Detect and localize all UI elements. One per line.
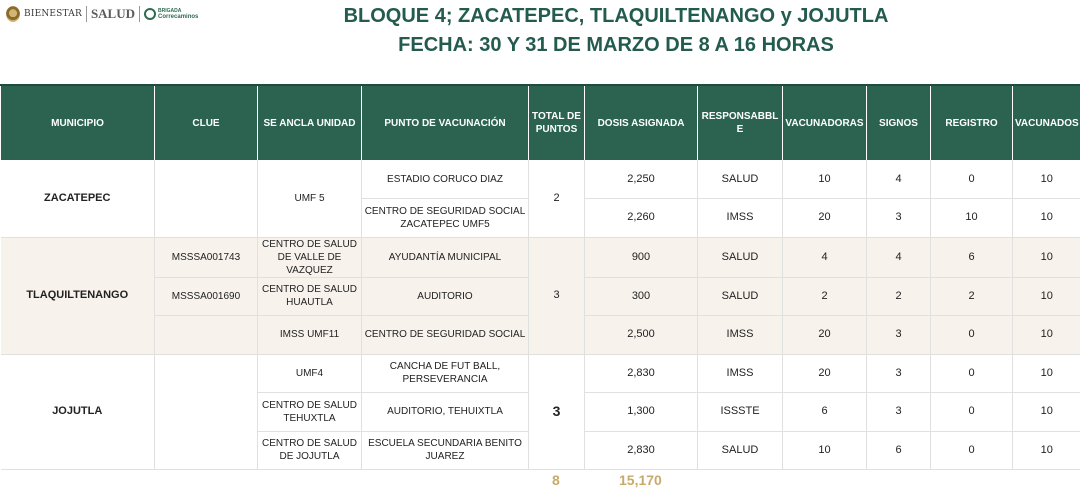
vacunados-cell: 10	[1013, 393, 1080, 432]
responsable-cell: SALUD	[698, 237, 783, 277]
responsable-cell: SALUD	[698, 277, 783, 316]
vaccination-table	[0, 84, 1080, 470]
total-puntos-cell: 3	[529, 237, 585, 354]
punto-cell: AYUDANTÍA MUNICIPAL	[362, 237, 529, 277]
clue-cell	[155, 316, 258, 355]
table-header-row	[1, 85, 1080, 160]
vacunadoras-cell: 10	[783, 160, 867, 199]
col-municipio: MUNICIPIO	[1, 85, 155, 160]
col-vacunadoras: VACUNADORAS	[783, 85, 867, 160]
registro-cell: 0	[931, 160, 1013, 199]
municipio-cell: ZACATEPEC	[1, 160, 155, 237]
total-puntos-cell: 3	[529, 354, 585, 470]
responsable-cell: SALUD	[698, 160, 783, 199]
registro-cell: 2	[931, 277, 1013, 316]
vacunados-cell: 10	[1013, 237, 1080, 277]
signos-cell: 3	[867, 199, 931, 238]
dosis-cell: 2,250	[585, 160, 698, 199]
punto-cell: ESCUELA SECUNDARIA BENITO JUAREZ	[362, 431, 529, 470]
vacunados-cell: 10	[1013, 199, 1080, 238]
registro-cell: 0	[931, 393, 1013, 432]
signos-cell: 4	[867, 160, 931, 199]
logo-salud: SALUD	[90, 6, 136, 21]
unidad-cell: CENTRO DE SALUD TEHUXTLA	[258, 393, 362, 432]
vacunados-cell: 10	[1013, 316, 1080, 355]
clue-cell	[155, 160, 258, 237]
punto-cell: AUDITORIO, TEHUIXTLA	[362, 393, 529, 432]
col-dosis-asignada: DOSIS ASIGNADA	[585, 85, 698, 160]
page-title: BLOQUE 4; ZACATEPEC, TLAQUILTENANGO y JOJUTLA	[343, 5, 889, 27]
punto-cell: ESTADIO CORUCO DIAZ	[362, 160, 529, 199]
municipio-cell: TLAQUILTENANGO	[1, 237, 155, 354]
punto-cell: CENTRO DE SEGURIDAD SOCIAL ZACATEPEC UMF5	[362, 199, 529, 238]
registro-cell: 10	[931, 199, 1013, 238]
vacunados-cell: 10	[1013, 431, 1080, 470]
vacunadoras-cell: 6	[783, 393, 867, 432]
dosis-cell: 2,500	[585, 316, 698, 355]
col-se-ancla-unidad: SE ANCLA UNIDAD	[258, 85, 362, 160]
punto-cell: AUDITORIO	[362, 277, 529, 316]
clue-cell	[155, 354, 258, 470]
registro-cell: 0	[931, 354, 1013, 393]
unidad-cell: CENTRO DE SALUD DE VALLE DE VAZQUEZ	[258, 237, 362, 277]
responsable-cell: ISSSTE	[698, 393, 783, 432]
municipio-cell: JOJUTLA	[1, 354, 155, 470]
registro-cell: 6	[931, 237, 1013, 277]
dosis-cell: 1,300	[585, 393, 698, 432]
dosis-cell: 300	[585, 277, 698, 316]
table-row	[1, 237, 1080, 277]
vacunados-cell: 10	[1013, 354, 1080, 393]
unidad-cell: IMSS UMF11	[258, 316, 362, 355]
vacunadoras-cell: 2	[783, 277, 867, 316]
col-total-puntos: TOTAL DE PUNTOS	[529, 85, 585, 160]
clue-cell: MSSSA001743	[155, 237, 258, 277]
signos-cell: 3	[867, 316, 931, 355]
dosis-cell: 2,830	[585, 431, 698, 470]
vacunadoras-cell: 20	[783, 354, 867, 393]
vacunadoras-cell: 20	[783, 316, 867, 355]
col-vacunados: VACUNADOS	[1013, 85, 1080, 160]
dosis-cell: 2,830	[585, 354, 698, 393]
col-punto-vacunacion: PUNTO DE VACUNACIÓN	[362, 85, 529, 160]
signos-cell: 3	[867, 393, 931, 432]
total-dosis-sum: 15,170	[619, 472, 662, 488]
vacunadoras-cell: 4	[783, 237, 867, 277]
dosis-cell: 2,260	[585, 199, 698, 238]
unidad-cell: CENTRO DE SALUD DE JOJUTLA	[258, 431, 362, 470]
signos-cell: 2	[867, 277, 931, 316]
vacunadoras-cell: 20	[783, 199, 867, 238]
punto-cell: CANCHA DE FUT BALL, PERSEVERANCIA	[362, 354, 529, 393]
signos-cell: 4	[867, 237, 931, 277]
table-row	[1, 354, 1080, 393]
col-clue: CLUE	[155, 85, 258, 160]
col-registro: REGISTRO	[931, 85, 1013, 160]
vacunados-cell: 10	[1013, 277, 1080, 316]
signos-cell: 3	[867, 354, 931, 393]
col-responsable: RESPONSABBLE	[698, 85, 783, 160]
vacunadoras-cell: 10	[783, 431, 867, 470]
logo-vac-line1: BRIGADA	[158, 8, 182, 14]
signos-cell: 6	[867, 431, 931, 470]
table-row	[1, 160, 1080, 199]
dosis-cell: 900	[585, 237, 698, 277]
logo-bienestar: BIENESTAR	[24, 9, 82, 19]
responsable-cell: IMSS	[698, 354, 783, 393]
unidad-cell: CENTRO DE SALUD HUAUTLA	[258, 277, 362, 316]
unidad-cell: UMF 5	[258, 160, 362, 237]
unidad-cell: UMF4	[258, 354, 362, 393]
punto-cell: CENTRO DE SEGURIDAD SOCIAL	[362, 316, 529, 355]
col-signos: SIGNOS	[867, 85, 931, 160]
vacunados-cell: 10	[1013, 160, 1080, 199]
registro-cell: 0	[931, 431, 1013, 470]
total-puntos-sum: 8	[552, 472, 560, 488]
registro-cell: 0	[931, 316, 1013, 355]
total-puntos-cell: 2	[529, 160, 585, 237]
responsable-cell: IMSS	[698, 316, 783, 355]
responsable-cell: SALUD	[698, 431, 783, 470]
responsable-cell: IMSS	[698, 199, 783, 238]
logo-vac-line2: Correcaminos	[158, 14, 199, 20]
page-subtitle: FECHA: 30 Y 31 DE MARZO DE 8 A 16 HORAS	[398, 34, 834, 56]
bienestar-emblem-icon	[6, 6, 20, 22]
clue-cell: MSSSA001690	[155, 277, 258, 316]
